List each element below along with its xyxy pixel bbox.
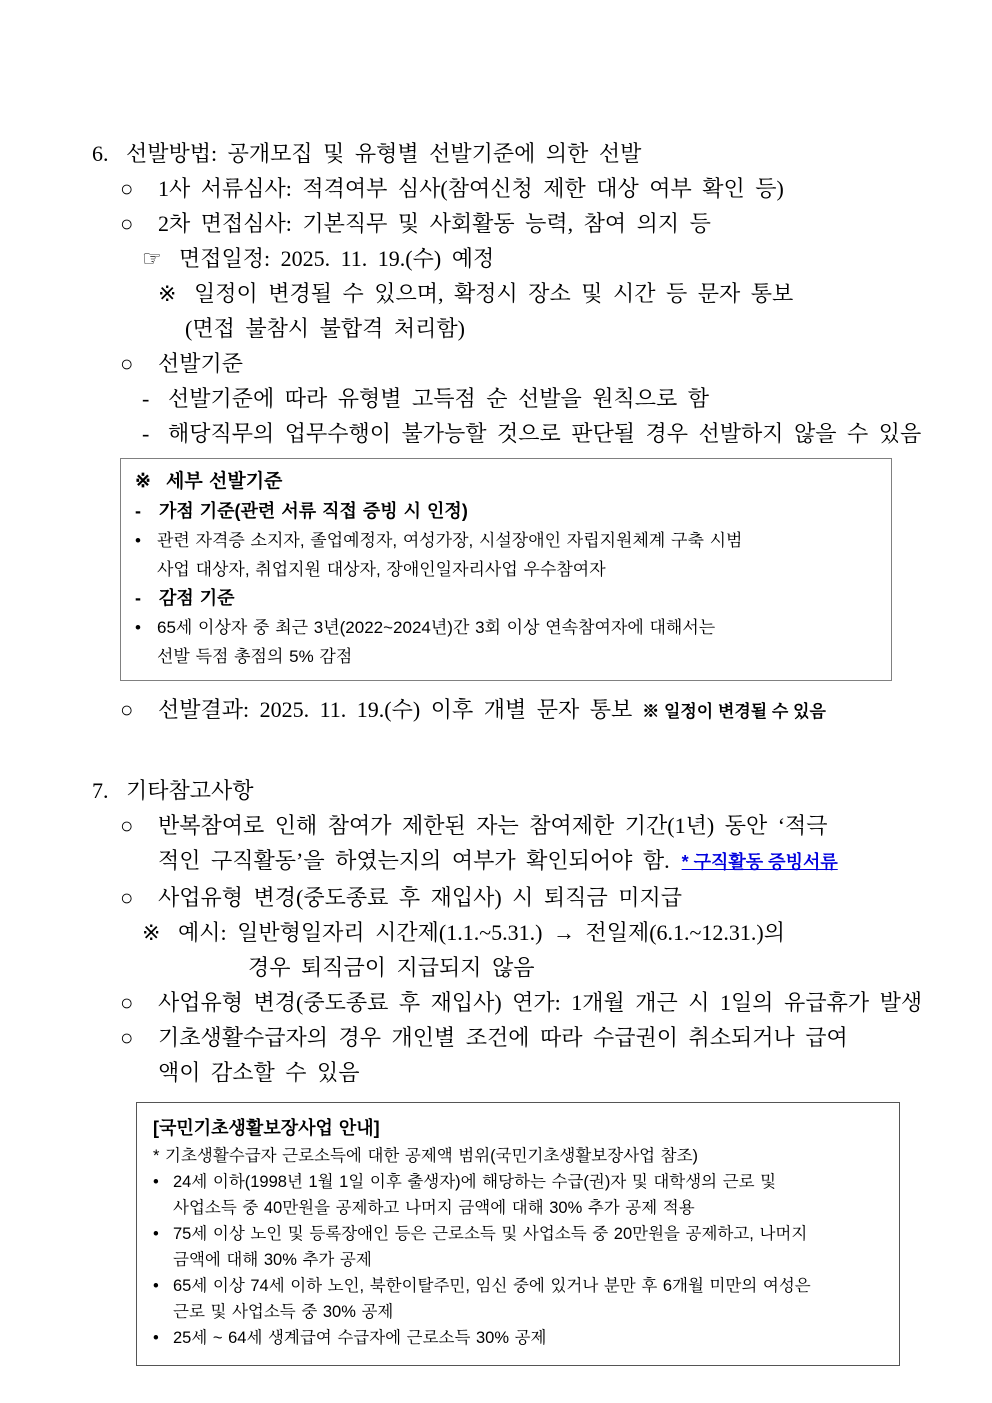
welfare-bullet-cont [153, 1247, 883, 1273]
minus-criteria-label [135, 584, 877, 613]
welfare-bullet-text: 24세 이하(1998년 1월 1일 이후 출생자)에 해당하는 수급(권)자 및 대학생의 근로 및 [173, 1173, 777, 1191]
list-item [92, 915, 908, 950]
minus-criteria-label-text: 감점 기준 [159, 588, 235, 608]
list-item [92, 206, 908, 241]
note-marker: ※ [135, 471, 151, 492]
welfare-bullet-text: 금액에 대해 30% 추가 공제 [173, 1251, 372, 1269]
welfare-bullet-text: 25세 ~ 64세 생계급여 수급자에 근로소득 30% 공제 [173, 1329, 547, 1347]
list-item-text: 1사 서류심사: 적격여부 심사(참여신청 제한 대상 여부 확인 등) [158, 176, 784, 201]
circle-marker: ○ [120, 813, 134, 838]
welfare-bullet [153, 1221, 883, 1247]
plus-criteria-label [135, 497, 877, 526]
welfare-bullet-text: 75세 이상 노인 및 등록장애인 등은 근로소득 및 사업소득 중 20만원을 공제하고, 나머지 [173, 1225, 808, 1243]
section6-title: 선발방법: 공개모집 및 유형별 선발기준에 의한 선발 [126, 141, 642, 166]
list-item [92, 346, 908, 381]
circle-marker: ○ [120, 697, 134, 722]
list-item-text: 해당직무의 업무수행이 불가능할 것으로 판단될 경우 선발하지 않을 수 있음 [168, 421, 922, 446]
list-item [92, 808, 908, 843]
list-item-text: 기초생활수급자의 경우 개인별 조건에 따라 수급권이 취소되거나 급여 [158, 1025, 848, 1050]
list-item-text: 액이 감소할 수 있음 [158, 1060, 360, 1085]
document-content [92, 136, 923, 1366]
circle-marker: ○ [120, 176, 134, 201]
circle-marker: ○ [120, 1025, 134, 1050]
circle-marker: ○ [120, 211, 134, 236]
list-item-text: 사업유형 변경(중도종료 후 재입사) 시 퇴직금 미지급 [158, 885, 682, 910]
list-item [92, 985, 923, 1020]
minus-criteria-item [135, 613, 877, 642]
list-item-text: 일정이 변경될 수 있으며, 확정시 장소 및 시간 등 문자 통보 [194, 281, 794, 306]
list-item-text: 적인 구직활동’을 하였는지의 여부가 확인되어야 함. [158, 848, 670, 873]
criteria-box-title [135, 466, 877, 497]
selection-result-line [92, 692, 908, 729]
circle-marker: ○ [120, 990, 134, 1015]
section7-heading [92, 773, 908, 808]
note-marker: ※ [158, 281, 177, 306]
bullet-marker: • [153, 1329, 159, 1347]
welfare-bullet [153, 1325, 883, 1351]
welfare-bullet [153, 1169, 883, 1195]
circle-marker: ○ [120, 351, 134, 376]
list-item-cont [92, 843, 908, 880]
list-item [92, 1020, 908, 1055]
list-item-cont [92, 950, 908, 985]
list-item-text: 선발기준 [158, 351, 244, 376]
section7-number: 7. [92, 778, 109, 803]
bullet-marker: • [135, 618, 141, 637]
list-item [92, 171, 908, 206]
note-marker: ※ [142, 920, 161, 945]
dash-marker: - [142, 386, 150, 411]
list-item-cont [92, 1055, 908, 1090]
list-item [92, 241, 908, 276]
welfare-bullet-text: 65세 이상 74세 이하 노인, 북한이탈주민, 임신 중에 있거나 분만 후 6개월 미만의 여성은 [173, 1277, 811, 1295]
list-item-text: 2차 면접심사: 기본직무 및 사회활동 능력, 참여 의지 등 [158, 211, 711, 236]
welfare-bullet-cont [153, 1299, 883, 1325]
pointing-hand-icon: ☞ [142, 246, 162, 271]
plus-criteria-label-text: 가점 기준(관련 서류 직접 증빙 시 인정) [159, 501, 468, 521]
list-item [92, 880, 908, 915]
job-search-proof-link[interactable]: * 구직활동 증빙서류 [681, 852, 838, 872]
dash-marker: - [135, 588, 141, 608]
list-item-text: 선발기준에 따라 유형별 고득점 순 선발을 원칙으로 함 [168, 386, 710, 411]
welfare-bullet-cont [153, 1195, 883, 1221]
selection-result-text: 선발결과: 2025. 11. 19.(수) 이후 개별 문자 통보 [158, 697, 633, 722]
bullet-marker: • [135, 531, 141, 550]
criteria-box-title-text: 세부 선발기준 [166, 471, 283, 492]
criteria-box [120, 458, 892, 681]
plus-criteria-item-cont [135, 555, 877, 584]
welfare-box-note: * 기초생활수급자 근로소득에 대한 공제액 범위(국민기초생활보장사업 참조) [153, 1147, 699, 1165]
list-item-text: 경우 퇴직금이 지급되지 않음 [248, 955, 535, 980]
welfare-info-box [136, 1102, 900, 1366]
circle-marker: ○ [120, 885, 134, 910]
minus-criteria-text: 선발 득점 총점의 5% 감점 [157, 647, 353, 666]
list-item-text: 사업유형 변경(중도종료 후 재입사) 연가: 1개월 개근 시 1일의 유급휴가 발생 [158, 990, 923, 1015]
plus-criteria-item [135, 526, 877, 555]
minus-criteria-item-cont [135, 642, 877, 671]
list-item [92, 276, 908, 311]
bullet-marker: • [153, 1173, 159, 1191]
list-item-text: (면접 불참시 불합격 처리함) [185, 316, 465, 341]
section6-heading [92, 136, 908, 171]
section6-number: 6. [92, 141, 109, 166]
dash-marker: - [135, 501, 141, 521]
list-item-text: 예시: 일반형일자리 시간제(1.1.~5.31.) → 전일제(6.1.~12.31.)의 [178, 920, 786, 945]
list-item [92, 416, 922, 451]
section7-title: 기타참고사항 [126, 778, 254, 803]
welfare-box-title: [국민기초생활보장사업 안내] [153, 1118, 380, 1138]
bullet-marker: • [153, 1277, 159, 1295]
list-item-text: 면접일정: 2025. 11. 19.(수) 예정 [179, 246, 495, 271]
list-item-text: 반복참여로 인해 참여가 제한된 자는 참여제한 기간(1년) 동안 ‘적극 [158, 813, 828, 838]
bullet-marker: • [153, 1225, 159, 1243]
plus-criteria-text: 관련 자격증 소지자, 졸업예정자, 여성가장, 시설장애인 자립지원체계 구축 시범 [157, 531, 743, 550]
list-item [92, 311, 908, 346]
schedule-change-note: ※ 일정이 변경될 수 있음 [642, 702, 826, 721]
dash-marker: - [142, 421, 150, 446]
welfare-bullet-text: 근로 및 사업소득 중 30% 공제 [173, 1303, 394, 1321]
minus-criteria-text: 65세 이상자 중 최근 3년(2022~2024년)간 3회 이상 연속참여자에 대해서는 [157, 618, 716, 637]
welfare-bullet-text: 사업소득 중 40만원을 공제하고 나머지 금액에 대해 30% 추가 공제 적용 [173, 1199, 695, 1217]
plus-criteria-text: 사업 대상자, 취업지원 대상자, 장애인일자리사업 우수참여자 [157, 560, 606, 579]
list-item [92, 381, 908, 416]
welfare-bullet [153, 1273, 883, 1299]
